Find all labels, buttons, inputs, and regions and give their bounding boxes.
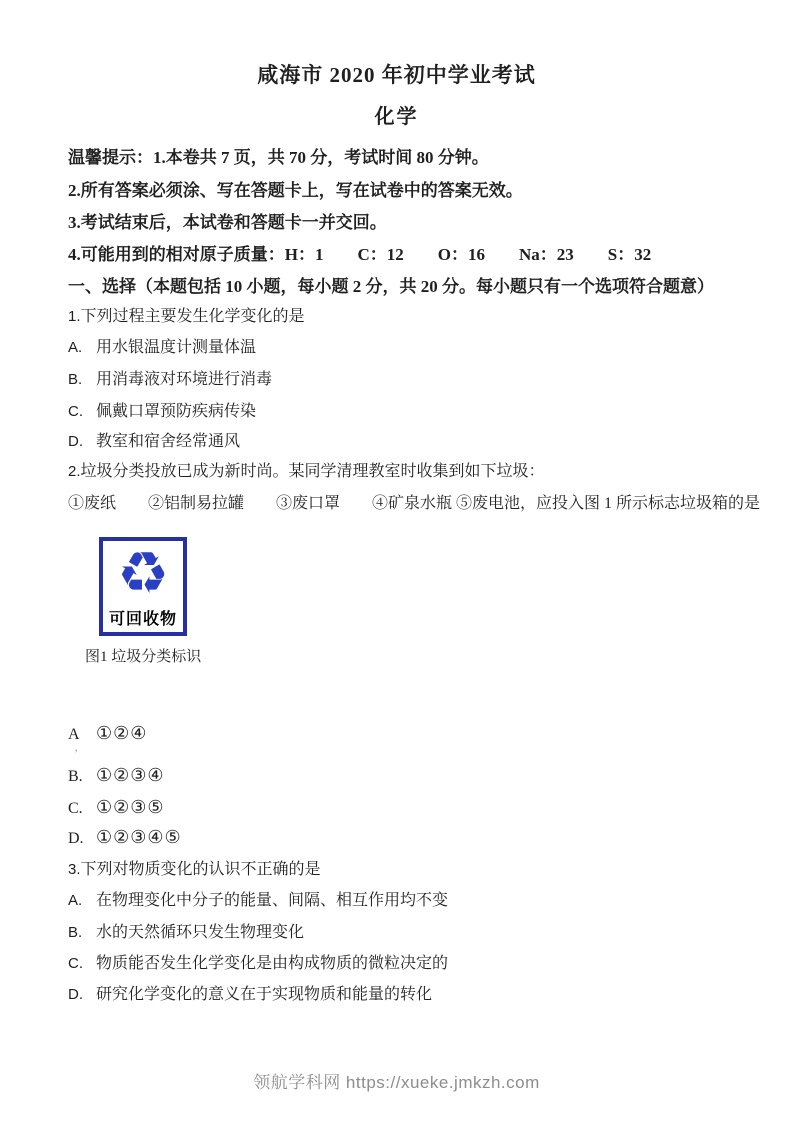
option-label: B. (68, 924, 83, 941)
option-label: D. (68, 830, 84, 847)
question-1-option-b (68, 369, 272, 391)
option-label: A. (68, 892, 83, 909)
question-1-number: 1. (68, 308, 81, 325)
option-label: B. (68, 371, 83, 388)
option-text: 在物理变化中分子的能量、间隔、相互作用均不变 (96, 892, 449, 909)
option-text: 教室和宿舍经常通风 (96, 433, 241, 450)
option-text: 水的天然循环只发生物理变化 (96, 924, 305, 941)
option-label: C. (68, 403, 83, 420)
option-label: B. (68, 768, 83, 785)
option-label: A (68, 726, 80, 743)
question-2-stem (68, 461, 545, 483)
recyclable-waste-sign (99, 537, 187, 636)
question-1-stem (68, 306, 305, 328)
notice-line-3: 3.考试结束后，本试卷和答题卡一并交回。 (68, 213, 387, 232)
option-text: 用消毒液对环境进行消毒 (96, 371, 273, 388)
option-label: D. (68, 433, 83, 450)
question-2-text: 垃圾分类投放已成为新时尚。某同学清理教室时收集到如下垃圾： (80, 463, 545, 480)
question-2-number: 2. (68, 463, 81, 480)
notice-line-1: 温馨提示：1.本卷共 7 页，共 70 分，考试时间 80 分钟。 (68, 148, 489, 167)
notice-line-4-atomic-masses: 4.可能用到的相对原子质量：H：1 C：12 O：16 Na：23 S：32 (68, 245, 652, 264)
option-label: C. (68, 955, 83, 972)
recycle-icon: ♻ (117, 539, 169, 607)
option-text: ①②③④⑤ (96, 827, 182, 847)
question-1-text: 下列过程主要发生化学变化的是 (80, 308, 305, 325)
question-3-option-b (68, 922, 304, 944)
option-text: ①②③④ (96, 765, 165, 785)
option-text: ①②④ (96, 723, 148, 743)
stray-scan-mark: ’ (74, 746, 78, 760)
exam-title: 咸海市 2020 年初中学业考试 (257, 63, 536, 87)
recyclable-sign-label: 可回收物 (108, 611, 177, 628)
question-2-option-b (68, 764, 165, 788)
option-label: C. (68, 800, 83, 817)
option-label: D. (68, 986, 83, 1003)
question-2-option-a (68, 722, 147, 746)
question-3-stem (68, 859, 321, 881)
option-text: 用水银温度计测量体温 (96, 339, 257, 356)
option-text: 研究化学变化的意义在于实现物质和能量的转化 (96, 986, 433, 1003)
question-2-items-line: ①废纸 ②铝制易拉罐 ③废口罩 ④矿泉水瓶 ⑤废电池，应投入图 1 所示标志垃圾箱的是 (68, 495, 761, 512)
question-3-option-d (68, 984, 432, 1006)
question-1-option-d (68, 431, 240, 453)
question-2-option-c (68, 796, 165, 820)
site-watermark: 领航学科网 https://xueke.jmkzh.com (253, 1073, 540, 1092)
question-1-option-c (68, 401, 256, 423)
option-text: 佩戴口罩预防疾病传染 (96, 403, 257, 420)
section-heading: 一、选择（本题包括 10 小题，每小题 2 分，共 20 分。每小题只有一个选项符合题意） (68, 277, 714, 296)
question-1-option-a (68, 337, 256, 359)
option-text: ①②③⑤ (96, 797, 165, 817)
question-3-number: 3. (68, 861, 81, 878)
figure-1-caption: 图1 垃圾分类标识 (85, 649, 202, 665)
question-2-option-d (68, 826, 182, 850)
question-3-option-a (68, 890, 448, 912)
question-3-option-c (68, 953, 448, 975)
option-text: 物质能否发生化学变化是由构成物质的微粒决定的 (96, 955, 449, 972)
exam-subject-title: 化学 (374, 106, 419, 128)
question-3-text: 下列对物质变化的认识不正确的是 (80, 861, 321, 878)
notice-line-2: 2.所有答案必须涂、写在答题卡上，写在试卷中的答案无效。 (68, 181, 523, 200)
option-label: A. (68, 339, 83, 356)
